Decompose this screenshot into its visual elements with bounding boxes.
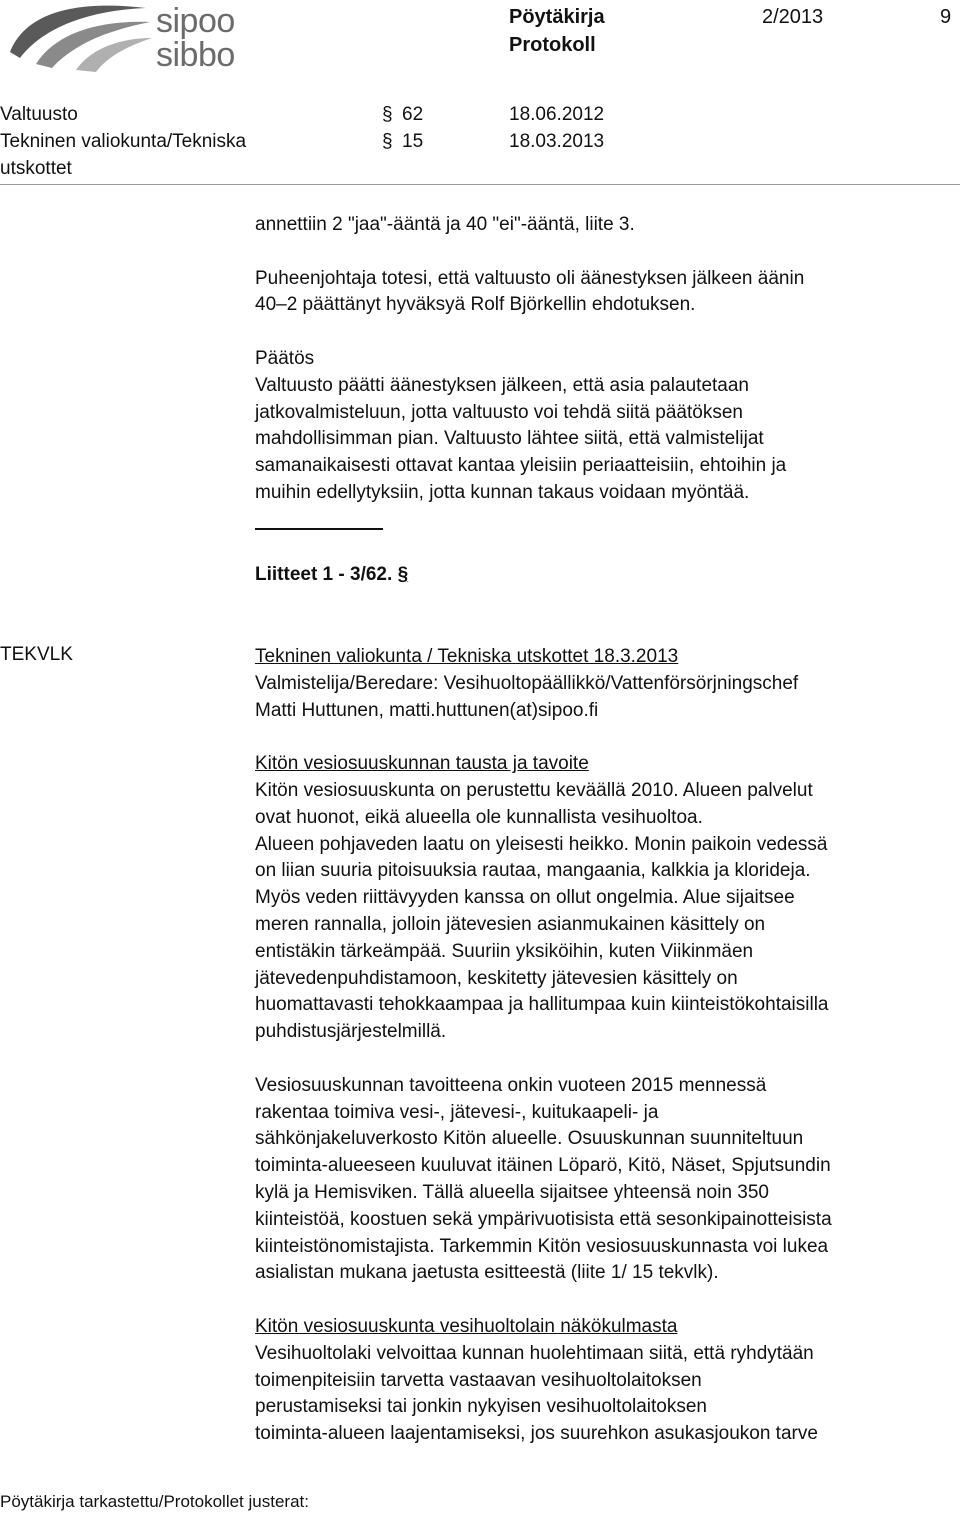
vote-line: annettiin 2 "jaa"-ääntä ja 40 "ei"-ääntä, liite 3. bbox=[255, 214, 635, 235]
issue-number: 2/2013 bbox=[762, 6, 824, 28]
chair-line-2: 40–2 päättänyt hyväksyä Rolf Björkellin ehdotuksen. bbox=[255, 294, 696, 316]
background-line-4: on liian suuria pitoisuuksia rautaa, mangaania, kalkkia ja klorideja. bbox=[255, 860, 811, 882]
logo-word-sipoo: sipoo bbox=[156, 2, 235, 40]
chair-line-1: Puheenjohtaja totesi, että valtuusto oli äänestyksen jälkeen äänin bbox=[255, 267, 805, 289]
section-62-body bbox=[255, 212, 960, 507]
background-line-3: Alueen pohjaveden laatu on yleisesti heikko. Monin paikoin vedessä bbox=[255, 833, 828, 855]
goal-line-3: sähkönjakeluverkosto Kitön alueelle. Osuuskunnan suunniteltuun bbox=[255, 1128, 804, 1150]
goal-line-5: kylä ja Hemisviken. Tällä alueella sijaitsee yhteensä noin 350 bbox=[255, 1181, 769, 1203]
attachments-section-mark: § bbox=[397, 564, 409, 585]
goal-line-4: toiminta-alueeseen kuuluvat itäinen Löparö, Kitö, Näset, Spjutsundin bbox=[255, 1155, 831, 1177]
decision-line-4: samanaikaisesti ottavat kantaa yleisiin periaatteisiin, ehtoihin ja bbox=[255, 455, 787, 477]
logo-swoosh-icon bbox=[6, 2, 156, 74]
section-mark-1: § bbox=[382, 104, 393, 125]
meta-body-2: Tekninen valiokunta/Tekniska bbox=[0, 131, 247, 152]
title-fi: Pöytäkirja bbox=[509, 6, 605, 28]
separator-rule bbox=[255, 528, 383, 530]
page-number: 9 bbox=[940, 6, 952, 28]
law-line-1: Vesihuoltolaki velvoittaa kunnan huolehtimaan siitä, että ryhdytään bbox=[255, 1342, 814, 1364]
tekvlk-heading: Tekninen valiokunta / Tekniska utskottet 18.3.2013 bbox=[255, 646, 679, 667]
background-line-6: meren rannalla, jolloin jätevesien asianmukainen käsittely on bbox=[255, 913, 766, 935]
law-heading: Kitön vesiosuuskunta vesihuoltolain näkökulmasta bbox=[255, 1315, 678, 1337]
law-line-3: perustamiseksi tai jonkin nykyisen vesihuoltolaitoksen bbox=[255, 1396, 708, 1418]
meta-date-1: 18.06.2012 bbox=[509, 104, 605, 125]
tekvlk-label: TEKVLK bbox=[0, 644, 73, 665]
attachments-label[interactable]: Liitteet 1 - 3/62. § bbox=[255, 564, 409, 585]
decision-line-5: muihin edellytyksiin, jotta kunnan takaus voidaan myöntää. bbox=[255, 481, 750, 503]
background-line-2: ovat huonot, eikä alueella ole kunnallista vesihuoltoa. bbox=[255, 806, 703, 828]
meta-body-1: Valtuusto bbox=[0, 104, 78, 125]
background-line-1: Kitön vesiosuuskunta on perustettu keväällä 2010. Alueen palvelut bbox=[255, 779, 813, 801]
preparer-line-2: Matti Huttunen, matti.huttunen(at)sipoo.fi bbox=[255, 699, 599, 721]
meta-num-2: 15 bbox=[402, 131, 424, 152]
background-line-8: jätevedenpuhdistamoon, keskitetty jätevesien käsittely on bbox=[255, 967, 738, 989]
header-divider bbox=[0, 184, 960, 185]
goal-line-8: asialistan mukana jaetusta esitteestä (liite 1/ 15 tekvlk). bbox=[255, 1262, 719, 1284]
background-line-10: puhdistusjärjestelmillä. bbox=[255, 1021, 447, 1043]
preparer-line-1: Valmistelija/Beredare: Vesihuoltopäällikkö/Vattenförsörjningschef bbox=[255, 672, 799, 694]
decision-line-3: mahdollisimman pian. Valtuusto lähtee siitä, että valmistelijat bbox=[255, 428, 764, 450]
decision-line-1: Valtuusto päätti äänestyksen jälkeen, että asia palautetaan bbox=[255, 374, 749, 396]
goal-line-7: kiinteistönomistajista. Tarkemmin Kitön vesiosuuskunnasta voi lukea bbox=[255, 1235, 829, 1257]
meta-body-cont: utskottet bbox=[0, 158, 72, 179]
footer-verification: Pöytäkirja tarkastettu/Protokollet justerat: bbox=[0, 1492, 309, 1511]
meta-num-1: 62 bbox=[402, 104, 424, 125]
logo-word-sibbo: sibbo bbox=[156, 36, 235, 74]
section-mark-2: § bbox=[382, 131, 393, 152]
background-line-5: Myös veden riittävyyden kanssa on ollut ongelmia. Alue sijaitsee bbox=[255, 887, 795, 909]
goal-line-1: Vesiosuuskunnan tavoitteena onkin vuoteen 2015 mennessä bbox=[255, 1074, 767, 1096]
background-line-9: huomattavasti tehokkaampaa ja hallitumpaa kuin kiinteistökohtaisilla bbox=[255, 994, 829, 1016]
law-line-4: toiminta-alueen laajentamiseksi, jos suurehkon asukasjoukon tarve bbox=[255, 1423, 818, 1445]
tekvlk-body bbox=[255, 644, 960, 1448]
meta-date-2: 18.03.2013 bbox=[509, 131, 605, 152]
goal-line-6: kiinteistöä, koostuen sekä ympärivuotisista että sesonkipainotteisista bbox=[255, 1208, 832, 1230]
goal-line-2: rakentaa toimiva vesi-, jätevesi-, kuitukaapeli- ja bbox=[255, 1101, 659, 1123]
decision-heading: Päätös bbox=[255, 347, 315, 369]
background-line-7: entistäkin tärkeämpää. Suuriin yksiköihin, kuten Viikinmäen bbox=[255, 940, 754, 962]
background-heading: Kitön vesiosuuskunnan tausta ja tavoite bbox=[255, 753, 589, 775]
title-sv: Protokoll bbox=[509, 34, 596, 56]
law-line-2: toimenpiteisiin tarvetta vastaavan vesihuoltolaitoksen bbox=[255, 1369, 702, 1391]
decision-line-2: jatkovalmisteluun, jotta valtuusto voi tehdä siitä päätöksen bbox=[255, 401, 743, 423]
sipoo-sibbo-logo bbox=[6, 2, 256, 74]
